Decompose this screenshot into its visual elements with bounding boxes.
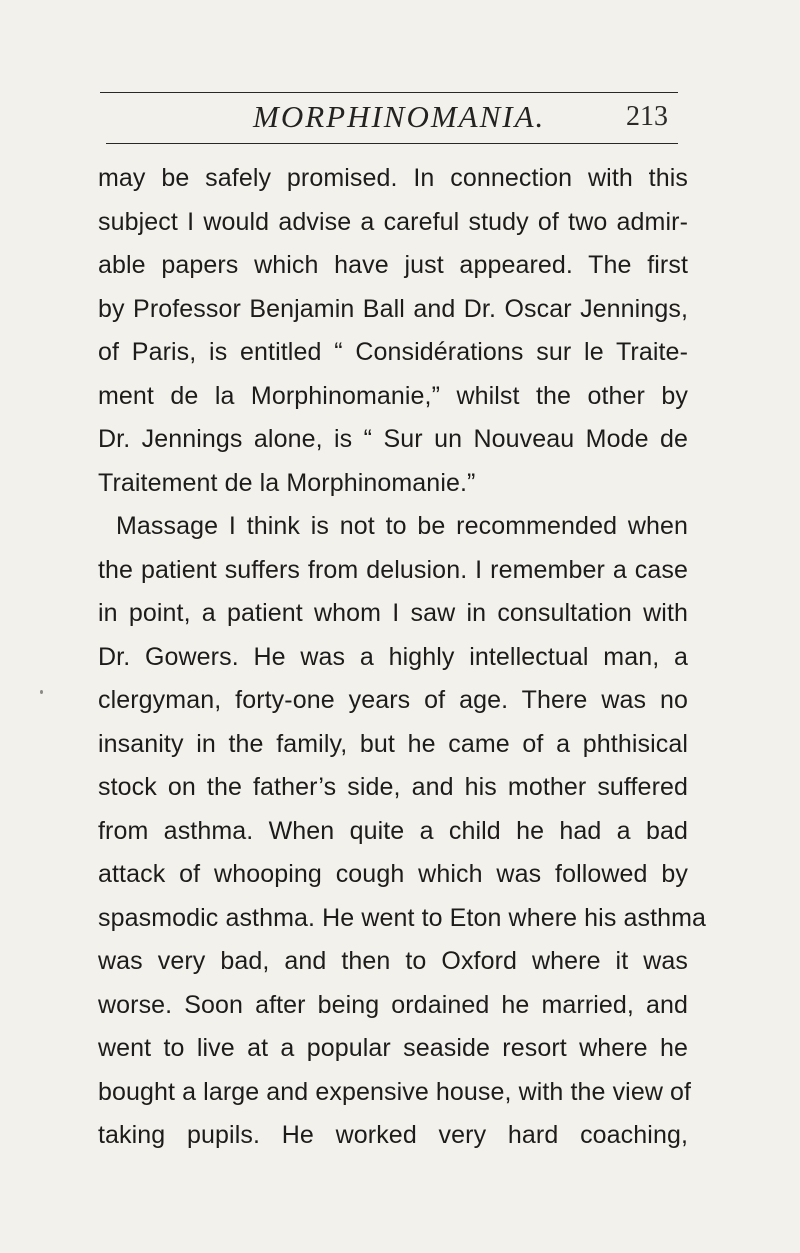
page-number: 213 (626, 101, 668, 132)
header-rule-bottom (106, 143, 678, 144)
text-line: able papers which have just appeared. The first (98, 251, 688, 279)
paragraph-start-line: Massage I think is not to be recommended when (116, 512, 688, 540)
text-line: Dr. Gowers. He was a highly intellectual man, a (98, 642, 688, 671)
text-line: was very bad, and then to Oxford where it was (98, 947, 688, 975)
text-line: of Paris, is entitled “ Considérations sur le Traite- (98, 338, 688, 366)
text-line: attack of whooping cough which was followed by (98, 860, 688, 888)
text-line: went to live at a popular seaside resort where he (98, 1034, 688, 1062)
text-line: may be safely promised. In connection with this (98, 164, 688, 192)
text-line: in point, a patient whom I saw in consultation with (98, 599, 688, 627)
text-line: stock on the father’s side, and his mother suffered (98, 773, 688, 801)
text-line: ment de la Morphinomanie,” whilst the other by (98, 381, 688, 410)
running-title: MORPHINOMANIA. (253, 99, 546, 134)
header-rule-top (100, 92, 678, 93)
text-line: subject I would advise a careful study of two admir- (98, 207, 688, 236)
text-line: worse. Soon after being ordained he married, and (98, 990, 688, 1019)
paper-speck (40, 690, 43, 694)
text-line: bought a large and expensive house, with the view of (98, 1077, 692, 1106)
text-line: taking pupils. He worked very hard coaching, (98, 1121, 688, 1149)
text-line: spasmodic asthma. He went to Eton where his asthma (98, 903, 707, 932)
text-line: by Professor Benjamin Ball and Dr. Oscar Jennings, (98, 294, 688, 323)
text-line: from asthma. When quite a child he had a bad (98, 816, 688, 845)
text-line: insanity in the family, but he came of a phthisical (98, 729, 688, 758)
text-line: Traitement de la Morphinomanie.” (98, 468, 476, 497)
body-text (98, 157, 707, 1158)
text-line: clergyman, forty-one years of age. There was no (98, 686, 688, 714)
text-line: the patient suffers from delusion. I remember a case (98, 555, 688, 584)
running-head (100, 95, 680, 141)
text-line: Dr. Jennings alone, is “ Sur un Nouveau Mode de (98, 425, 688, 453)
